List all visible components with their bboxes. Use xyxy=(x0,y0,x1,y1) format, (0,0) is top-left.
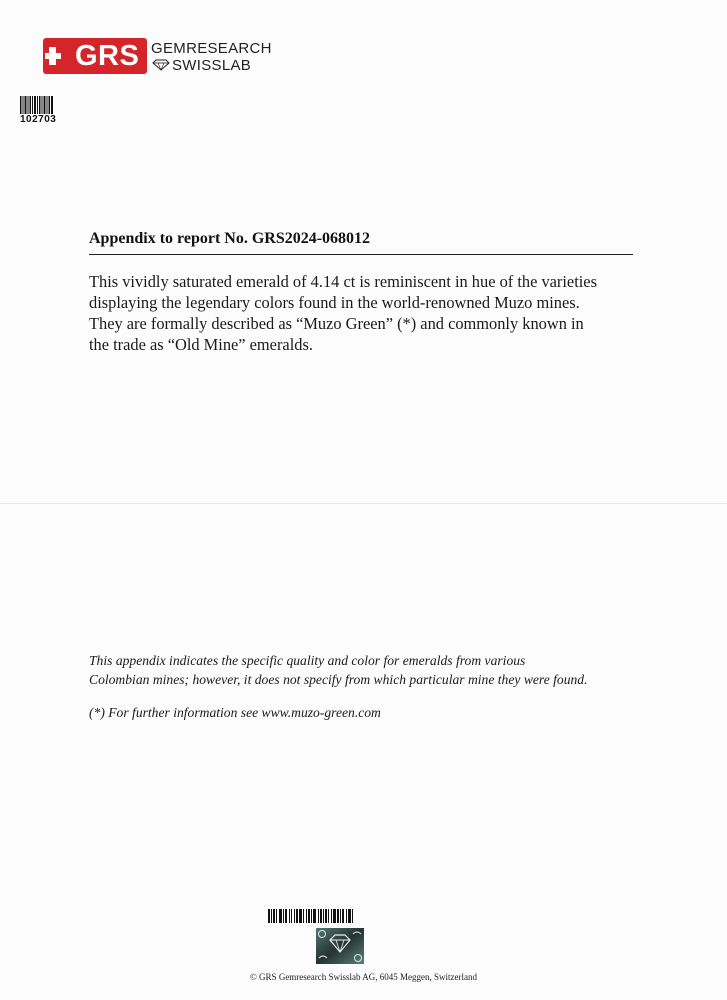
page-fold-line xyxy=(0,503,727,504)
grs-logo xyxy=(43,38,147,74)
swiss-cross-icon xyxy=(43,38,73,74)
disclaimer xyxy=(89,651,588,689)
appendix-body xyxy=(89,271,634,355)
disclaimer-line: This appendix indicates the specific quality and color for emeralds from various xyxy=(89,653,526,668)
logo-line-2: SWISSLAB xyxy=(172,57,252,74)
document-barcode xyxy=(20,96,54,114)
diamond-logo-icon xyxy=(152,59,170,71)
appendix-heading: Appendix to report No. GRS2024-068012 xyxy=(89,230,371,247)
body-line: displaying the legendary colors found in the world-renowned Muzo mines. xyxy=(89,293,580,312)
report-barcode xyxy=(268,909,416,923)
body-line: They are formally described as “Muzo Green” (*) and commonly known in xyxy=(89,314,584,333)
logo-brand: GRS xyxy=(75,40,140,72)
footnote: (*) For further information see www.muzo-green.com xyxy=(89,705,381,720)
document-number: 102703 xyxy=(20,114,57,125)
disclaimer-line: Colombian mines; however, it does not specify from which particular mine they were found. xyxy=(89,672,588,687)
body-line: the trade as “Old Mine” emeralds. xyxy=(89,335,313,354)
logo-line-1: GEMRESEARCH xyxy=(151,40,272,57)
heading-divider xyxy=(89,254,633,255)
gem-hologram-seal-icon xyxy=(316,928,364,964)
copyright-footer: © GRS Gemresearch Swisslab AG, 6045 Meggen, Switzerland xyxy=(249,972,478,982)
body-line: This vividly saturated emerald of 4.14 ct is reminiscent in hue of the varieties xyxy=(89,272,597,291)
